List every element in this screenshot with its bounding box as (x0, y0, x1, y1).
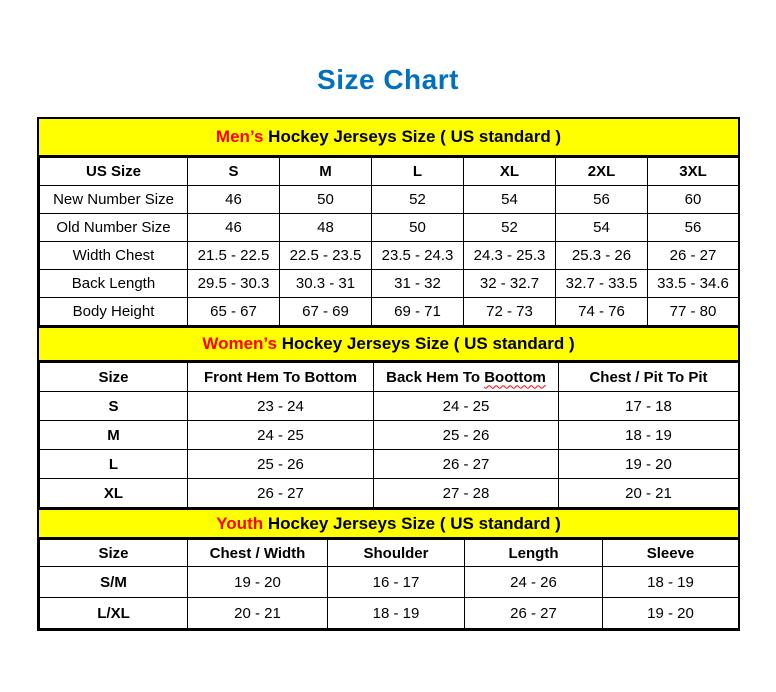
column-header-row (40, 363, 739, 392)
data-cell: 25 - 26 (374, 421, 559, 450)
data-cell: 52 (464, 214, 556, 242)
data-cell: 18 - 19 (603, 567, 739, 598)
womens-size-table (39, 362, 739, 508)
data-cell: 21.5 - 22.5 (188, 242, 280, 270)
mens-size-table (39, 157, 739, 326)
data-cell: 52 (372, 186, 464, 214)
row-label-cell: S/M (40, 567, 188, 598)
row-label-cell: Back Length (40, 270, 188, 298)
table-row-width-chest (40, 242, 739, 270)
data-cell: 17 - 18 (559, 392, 739, 421)
data-cell: 26 - 27 (648, 242, 739, 270)
row-label-cell: Body Height (40, 298, 188, 326)
column-header-shoulder: Shoulder (328, 540, 465, 567)
row-label-cell: L/XL (40, 598, 188, 629)
data-cell: 56 (556, 186, 648, 214)
youth-section-title-text: Hockey Jerseys Size ( US standard ) (263, 513, 561, 533)
data-cell: 22.5 - 23.5 (280, 242, 372, 270)
youth-size-section (39, 508, 738, 629)
column-header-size: Size (40, 540, 188, 567)
data-cell: 32.7 - 33.5 (556, 270, 648, 298)
data-cell: 29.5 - 30.3 (188, 270, 280, 298)
data-cell: 19 - 20 (188, 567, 328, 598)
column-header-3xl: 3XL (648, 158, 739, 186)
table-row-s (40, 392, 739, 421)
column-header-us-size: US Size (40, 158, 188, 186)
column-header-length: Length (465, 540, 603, 567)
data-cell: 24.3 - 25.3 (464, 242, 556, 270)
row-label-cell: Old Number Size (40, 214, 188, 242)
data-cell: 23.5 - 24.3 (372, 242, 464, 270)
data-cell: 50 (280, 186, 372, 214)
table-row-new-number-size (40, 186, 739, 214)
data-cell: 54 (556, 214, 648, 242)
data-cell: 26 - 27 (465, 598, 603, 629)
data-cell: 32 - 32.7 (464, 270, 556, 298)
size-chart (37, 117, 740, 631)
data-cell: 46 (188, 214, 280, 242)
column-header-sleeve: Sleeve (603, 540, 739, 567)
data-cell: 27 - 28 (374, 479, 559, 508)
data-cell: 77 - 80 (648, 298, 739, 326)
data-cell: 26 - 27 (188, 479, 374, 508)
mens-section-title-text: Hockey Jerseys Size ( US standard ) (263, 127, 562, 146)
table-row-xl (40, 479, 739, 508)
data-cell: 56 (648, 214, 739, 242)
womens-section-highlight: Women’s (202, 334, 277, 353)
data-cell: 31 - 32 (372, 270, 464, 298)
data-cell: 50 (372, 214, 464, 242)
table-row-l-xl (40, 598, 739, 629)
row-label-cell: L (40, 450, 188, 479)
row-label-cell: XL (40, 479, 188, 508)
data-cell: 65 - 67 (188, 298, 280, 326)
data-cell: 25.3 - 26 (556, 242, 648, 270)
table-row-back-length (40, 270, 739, 298)
row-label-cell: M (40, 421, 188, 450)
data-cell: 67 - 69 (280, 298, 372, 326)
youth-section-highlight: Youth (216, 513, 264, 533)
data-cell: 18 - 19 (328, 598, 465, 629)
data-cell: 25 - 26 (188, 450, 374, 479)
youth-section-header (39, 508, 738, 539)
table-row-s-m (40, 567, 739, 598)
column-header-chest-width: Chest / Width (188, 540, 328, 567)
row-label-cell: New Number Size (40, 186, 188, 214)
column-header-2xl: 2XL (556, 158, 648, 186)
column-header-size: Size (40, 363, 188, 392)
womens-section-title-text: Hockey Jerseys Size ( US standard ) (276, 334, 575, 353)
data-cell: 33.5 - 34.6 (648, 270, 739, 298)
column-header-row (40, 158, 739, 186)
table-row-m (40, 421, 739, 450)
data-cell: 60 (648, 186, 739, 214)
misspelled-word: Boottom (484, 368, 546, 386)
column-header-xl: XL (464, 158, 556, 186)
table-row-body-height (40, 298, 739, 326)
column-header-chest-pit-to-pit: Chest / Pit To Pit (559, 363, 739, 392)
youth-size-table (39, 539, 739, 629)
data-cell: 23 - 24 (188, 392, 374, 421)
data-cell: 20 - 21 (559, 479, 739, 508)
column-header-row (40, 540, 739, 567)
data-cell: 20 - 21 (188, 598, 328, 629)
row-label-cell: Width Chest (40, 242, 188, 270)
data-cell: 19 - 20 (603, 598, 739, 629)
data-cell: 30.3 - 31 (280, 270, 372, 298)
table-row-old-number-size (40, 214, 739, 242)
table-row-l (40, 450, 739, 479)
data-cell: 18 - 19 (559, 421, 739, 450)
data-cell: 24 - 26 (465, 567, 603, 598)
data-cell: 48 (280, 214, 372, 242)
column-header-l: L (372, 158, 464, 186)
mens-size-section (39, 119, 738, 326)
data-cell: 46 (188, 186, 280, 214)
data-cell: 24 - 25 (374, 392, 559, 421)
womens-size-section (39, 326, 738, 508)
womens-section-header (39, 326, 738, 362)
data-cell: 16 - 17 (328, 567, 465, 598)
mens-section-highlight: Men’s (215, 127, 264, 146)
page-title: Size Chart (317, 64, 459, 95)
data-cell: 72 - 73 (464, 298, 556, 326)
column-header-m: M (280, 158, 372, 186)
data-cell: 26 - 27 (374, 450, 559, 479)
column-header-front-hem-to-bottom: Front Hem To Bottom (188, 363, 374, 392)
row-label-cell: S (40, 392, 188, 421)
data-cell: 54 (464, 186, 556, 214)
column-header-back-hem-to-boottom: Back Hem To Boottom (374, 363, 559, 392)
data-cell: 74 - 76 (556, 298, 648, 326)
data-cell: 24 - 25 (188, 421, 374, 450)
data-cell: 19 - 20 (559, 450, 739, 479)
mens-section-header (39, 119, 738, 157)
column-header-s: S (188, 158, 280, 186)
data-cell: 69 - 71 (372, 298, 464, 326)
